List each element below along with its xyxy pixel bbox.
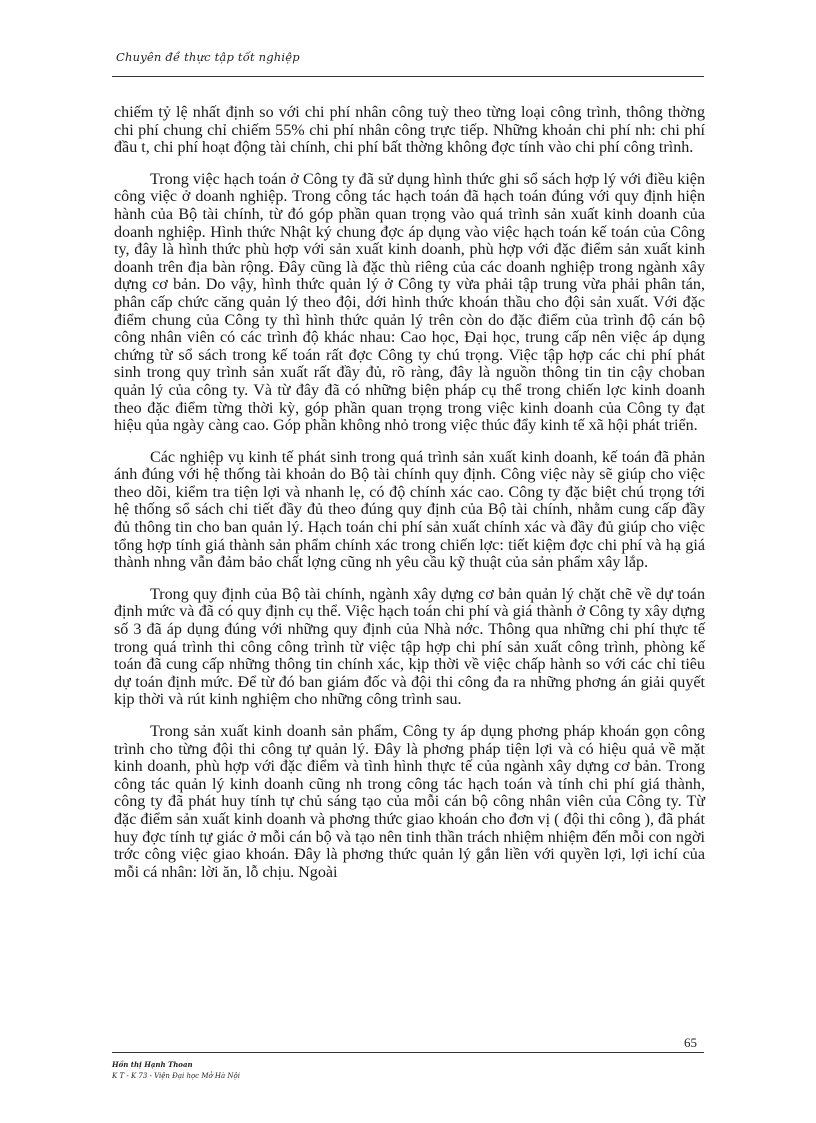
paragraph-3: Các nghiệp vụ kinh tế phát sinh trong quá trình sản xuất kinh doanh, kế toán đã phản ánh đúng với hệ thống tài khoản do Bộ tài chính quy định. Công việc này sẽ giúp cho việc theo dõi, kiểm tra tiện lợi và nhanh lẹ, có độ chính xác cao. Công ty đặc biệt chú trọng tới hệ thống sổ sách chi tiết đầy đủ theo đúng quy định của Bộ tài chính, nhằm cung cấp đầy đủ thông tin cho ban quản lý. Hạch toán chi phí sản xuất chính xác và đầy đủ giúp cho việc tổng hợp tính giá thành sản phẩm chính xác trong chiến lợc: tiết kiệm đợc chi phí và hạ giá thành nhng vẫn đảm bảo chất lợng cũng nh yêu cầu kỹ thuật của sản phẩm xây lắp. (114, 448, 705, 572)
footer-author: Hồn thị Hạnh Thoan (112, 1060, 193, 1069)
footer-class: K T - K 73 - Viện Đại học Mở Hà Nội (112, 1072, 241, 1080)
document-body (114, 104, 705, 895)
header-rule (112, 76, 704, 77)
paragraph-5: Trong sản xuất kinh doanh sản phẩm, Công ty áp dụng phơng pháp khoán gọn công trình cho từng đội thi công tự quản lý. Đây là phơng pháp tiện lợi và có hiệu quả về mặt kinh doanh, phù hợp với đặc điểm và tình hình thực tế của ngành xây dựng cơ bản. Trong công tác quản lý kinh doanh cũng nh trong công tác hạch toán và tính chi phí giá thành, công ty đã phát huy tính tự chủ sáng tạo của mỗi cán bộ công nhân viên của Công ty. Từ đặc điểm sản xuất kinh doanh và phơng thức giao khoán cho đơn vị ( đội thi công ), đã phát huy đợc tính tự giác ở mỗi cán bộ và tạo nên tinh thần trách nhiệm nhiệm đến mỗi con ngời trớc công việc giao khoán. Đây là phơng thức quản lý gắn liền với quyền lợi, lợi ichí của mỗi cá nhân: lời ăn, lỗ chịu. Ngoài (114, 723, 705, 881)
paragraph-2: Trong việc hạch toán ở Công ty đã sử dụng hình thức ghi sổ sách hợp lý với điều kiện công việc ở doanh nghiệp. Trong công tác hạch toán đã hạch toán đúng với quy định hiện hành của Bộ tài chính, từ đó góp phần quan trọng vào quá trình sản xuất kinh doanh của doanh nghiệp. Hình thức Nhật ký chung đợc áp dụng vào việc hạch toán kế toán của Công ty, đây là hình thức phù hợp với sản xuất kinh doanh, phù hợp với đặc điểm sản xuất kinh doanh trên địa bàn rộng. Đây cũng là đặc thù riêng của các doanh nghiệp trong ngành xây dựng cơ bản. Do vậy, hình thức quản lý ở Công ty vừa phải tập trung vừa phải phân tán, phân cấp chức căng quản lý theo đội, dới hình thức khoán thầu cho đội sản xuất. Với đặc điểm chung của Công ty thì hình thức quản lý trên còn do đặc điểm của trình độ cán bộ công nhân viên có các trình độ khác nhau: Cao học, Đại học, trung cấp nên việc áp dụng chứng từ sổ sách trong kế toán rất đợc Công ty chú trọng. Việc tập hợp các chi phí phát sinh trong quy trình sản xuất rất đầy đủ, rõ ràng, đây là nguồn thông tin tin cậy choban quản lý của công ty. Và từ đây đã có những biện pháp cụ thể trong chiến lợc kinh doanh theo đặc điểm từng thời kỳ, góp phần quan trọng trong việc kinh doanh của Công ty đạt hiệu qủa ngày càng cao. Góp phần không nhỏ trong việc thúc đẩy kinh tế xã hội phát triển. (114, 170, 705, 435)
running-header-title: Chuyên đề thực tập tốt nghiệp (116, 50, 300, 64)
footer-rule (112, 1052, 704, 1053)
paragraph-4: Trong quy định của Bộ tài chính, ngành xây dựng cơ bản quản lý chặt chẽ về dự toán định mức và đã có quy định cụ thể. Việc hạch toán chi phí và giá thành ở Công ty xây dựng số 3 đã áp dụng đúng với những quy định của Nhà nớc. Thông qua những chi phí thực tế trong quá trình thi công công trình từ việc tập hợp chi phí sản xuất công trình, phòng kế toán đã cung cấp những thông tin chính xác, kịp thời về việc chấp hành so với các chỉ tiêu dự toán định mức. Để từ đó ban giám đốc và đội thi công đa ra những phơng án giải quyết kịp thời và rút kinh nghiệm cho những công trình sau. (114, 585, 705, 709)
paragraph-1: chiếm tỷ lệ nhất định so với chi phí nhân công tuỳ theo từng loại công trình, thông thờng chi phí chung chỉ chiếm 55% chi phí nhân công trực tiếp. Những khoản chi phí nh: chi phí đầu t, chi phí hoạt động tài chính, chi phí bất thờng không đợc tính vào chi phí công trình. (114, 104, 705, 157)
page-number: 65 (684, 1035, 697, 1050)
